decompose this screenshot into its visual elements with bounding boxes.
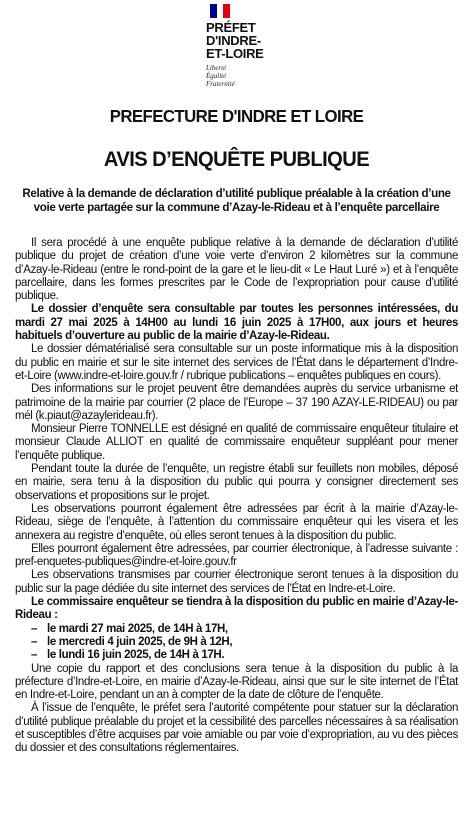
permanence-text: le mardi 27 mai 2025, de 14H à 17H,	[47, 622, 228, 635]
motto-liberte: Liberté	[206, 64, 227, 72]
permanence-item	[31, 649, 458, 662]
prefecture-heading: PREFECTURE D'INDRE ET LOIRE	[109, 106, 364, 126]
motto-egalite: Égalité	[206, 72, 227, 80]
paragraph-report-copy: Une copie du rapport et des conclusions sera tenue à la disposition du public à la préfecture d’Indre-et-Loire, en mairie d’Azay-le-Rideau, ainsi que sur le site internet de l’État en Indre-et-Loire, pendant un an à compter de la date de clôture de l’enquête.	[15, 662, 458, 702]
permanence-item	[31, 636, 458, 649]
list-dash: –	[31, 622, 38, 635]
marianne-flag-icon	[210, 4, 230, 18]
paragraph-intro: Il sera procédé à une enquête publique relative à la demande de déclaration d’utilité publique du projet de création d’une voie verte d’environ 2 kilomètres sur la commune d’Azay-le-Rideau (entre le rond-point de la gare et le lieu-dit « Le Haut Luré ») et à l’enquête parcellaire, dans les formes prescrites par le Code de l’expropriation pour cause d’utilité publique.	[15, 237, 458, 303]
permanence-text: le lundi 16 juin 2025, de 14H à 17H.	[47, 649, 225, 662]
paragraph-permanences-intro: Le commissaire enquêteur se tiendra à la disposition du public en mairie d’Azay-le-Rideau :	[15, 596, 458, 622]
permanence-text: le mercredi 4 juin 2025, de 9H à 12H,	[47, 635, 233, 648]
paragraph-commissioner: Monsieur Pierre TONNELLE est désigné en qualité de commissaire enquêteur titulaire et monsieur Claude ALLIOT en qualité de commissaire enquêteur suppléant pour mener l’enquête publique.	[15, 423, 458, 462]
paragraph-digital-file: Le dossier dématérialisé sera consultable sur un poste informatique mis à la disposition du public en mairie et sur le site internet des services de l’État dans le département d’Indre-et-Loire (www.indre-et-loire.gouv.fr / rubrique publications – enquêtes publiques en cours).	[15, 343, 458, 382]
notice-body	[15, 237, 458, 756]
paragraph-email-observations: Elles pourront également être adressées, par courrier électronique, à l’adresse suivante : pref-enquetes-publiques@indre-et-loire.gouv.fr	[15, 542, 458, 569]
paragraph-register: Pendant toute la durée de l’enquête, un registre établi sur feuillets non mobiles, déposé en mairie, sera tenu à la disposition du public qui pourra y consigner directement ses observations et propositions sur le projet.	[15, 463, 458, 502]
paragraph-email-publication: Les observations transmises par courrier électronique seront tenues à la disposition du public sur la page dédiée du site internet des services de l’État en Indre-et-Loire.	[15, 569, 458, 595]
logo-line-3: ET-LOIRE	[206, 46, 264, 61]
paragraph-written-observations: Les observations pourront également être adressées par écrit à la mairie d’Azay-le-Rideau, siège de l’enquête, à l’attention du commissaire enquêteur qui les visera et les annexera au registre d’enquête, où elles seront tenues à la disposition du public.	[15, 502, 458, 542]
logo-line-1: PRÉFET	[206, 20, 256, 35]
motto-fraternite: Fraternité	[206, 80, 235, 88]
notice-subject: Relative à la demande de déclaration d’utilité publique préalable à la création d’une voie verte partagée sur la commune d’Azay-le-Rideau et à l’enquête parcellaire	[22, 187, 451, 214]
permanence-item	[31, 623, 458, 636]
notice-title: AVIS D’ENQUÊTE PUBLIQUE	[103, 148, 370, 171]
permanences-list	[15, 623, 458, 663]
paragraph-consultation-dates: Le dossier d’enquête sera consultable par toutes les personnes intéressées, du mardi 27 mai 2025 à 14H00 au lundi 16 juin 2025 à 17H00, aux jours et heures habituels d’ouverture au public de la mairie d’Azay-le-Rideau.	[15, 303, 458, 343]
logo-line-2: D'INDRE-	[206, 33, 261, 48]
prefecture-logo	[196, 4, 286, 104]
flag-icon	[210, 4, 230, 18]
list-dash: –	[31, 635, 38, 648]
paragraph-decision: À l’issue de l’enquête, le préfet sera l’autorité compétente pour statuer sur la déclaration d’utilité publique préalable du projet et la cessibilité des parcelles nécessaires à sa réalisation et susceptibles d’être acquises par voie amiable ou par voie d’expropriation, au vu des pièces du dossier et des consultations réglementaires.	[15, 702, 458, 755]
paragraph-information: Des informations sur le projet peuvent être demandées auprès du service urbanisme et patrimoine de la mairie par courrier (2 place de l’Europe – 37 190 AZAY-LE-RIDEAU) ou par mél (k.piaut@azaylerideau.fr).	[15, 383, 458, 422]
list-dash: –	[31, 649, 38, 662]
